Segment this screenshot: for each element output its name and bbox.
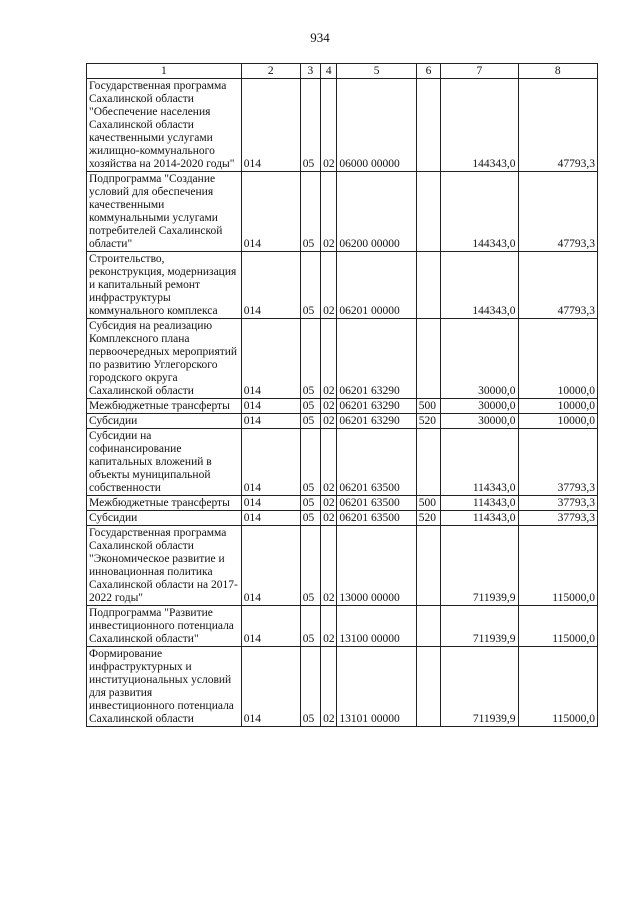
row-expense-type: 520 xyxy=(416,511,440,526)
row-subsection: 02 xyxy=(321,414,337,429)
row-amount-2020: 37793,3 xyxy=(518,511,597,526)
row-amount-2020: 47793,3 xyxy=(518,79,597,172)
row-name: Субсидии xyxy=(87,414,242,429)
row-section: 05 xyxy=(300,429,320,496)
row-section: 05 xyxy=(300,606,320,647)
row-subsection: 02 xyxy=(321,526,337,606)
row-amount-2020: 10000,0 xyxy=(518,399,597,414)
row-target-article: 06000 00000 xyxy=(337,79,416,172)
row-expense-type xyxy=(416,606,440,647)
row-subsection: 02 xyxy=(321,647,337,727)
table-row xyxy=(87,647,598,727)
column-header: 2 xyxy=(241,64,300,79)
row-name: Строительство, реконструкция, модернизация и капитальный ремонт инфраструктуры коммунального комплекса xyxy=(87,252,242,319)
row-amount-2020: 10000,0 xyxy=(518,319,597,399)
row-expense-type xyxy=(416,79,440,172)
row-ministry-code: 014 xyxy=(241,319,300,399)
row-target-article: 06201 63290 xyxy=(337,414,416,429)
row-amount-2020: 47793,3 xyxy=(518,252,597,319)
table-row xyxy=(87,526,598,606)
budget-table xyxy=(86,63,598,727)
row-target-article: 06201 63500 xyxy=(337,511,416,526)
table-row xyxy=(87,511,598,526)
row-target-article: 06201 00000 xyxy=(337,252,416,319)
row-amount-2019: 711939,9 xyxy=(441,606,518,647)
row-amount-2020: 37793,3 xyxy=(518,429,597,496)
row-amount-2020: 10000,0 xyxy=(518,414,597,429)
row-name: Межбюджетные трансферты xyxy=(87,399,242,414)
row-subsection: 02 xyxy=(321,252,337,319)
row-amount-2020: 37793,3 xyxy=(518,496,597,511)
row-subsection: 02 xyxy=(321,496,337,511)
row-section: 05 xyxy=(300,414,320,429)
row-amount-2019: 144343,0 xyxy=(441,172,518,252)
row-amount-2019: 711939,9 xyxy=(441,526,518,606)
row-amount-2020: 115000,0 xyxy=(518,526,597,606)
row-target-article: 13000 00000 xyxy=(337,526,416,606)
row-section: 05 xyxy=(300,79,320,172)
row-amount-2019: 30000,0 xyxy=(441,319,518,399)
row-amount-2019: 114343,0 xyxy=(441,496,518,511)
row-expense-type: 500 xyxy=(416,399,440,414)
row-ministry-code: 014 xyxy=(241,172,300,252)
row-section: 05 xyxy=(300,496,320,511)
row-target-article: 06201 63500 xyxy=(337,429,416,496)
row-expense-type: 520 xyxy=(416,414,440,429)
row-section: 05 xyxy=(300,252,320,319)
row-expense-type xyxy=(416,172,440,252)
row-ministry-code: 014 xyxy=(241,414,300,429)
row-ministry-code: 014 xyxy=(241,252,300,319)
row-name: Субсидия на реализацию Комплексного плана первоочередных мероприятий по развитию Углегорского городского округа Сахалинской области xyxy=(87,319,242,399)
table-row xyxy=(87,606,598,647)
row-subsection: 02 xyxy=(321,319,337,399)
row-amount-2019: 114343,0 xyxy=(441,429,518,496)
column-header: 4 xyxy=(321,64,337,79)
row-amount-2020: 115000,0 xyxy=(518,606,597,647)
table-row xyxy=(87,414,598,429)
row-section: 05 xyxy=(300,526,320,606)
row-name: Формирование инфраструктурных и институциональных условий для развития инвестиционного потенциала Сахалинской области xyxy=(87,647,242,727)
row-amount-2019: 30000,0 xyxy=(441,399,518,414)
row-name: Подпрограмма "Создание условий для обеспечения качественными коммунальными услугами потребителей Сахалинской области" xyxy=(87,172,242,252)
row-subsection: 02 xyxy=(321,79,337,172)
row-amount-2019: 30000,0 xyxy=(441,414,518,429)
row-subsection: 02 xyxy=(321,511,337,526)
row-name: Субсидии xyxy=(87,511,242,526)
row-subsection: 02 xyxy=(321,172,337,252)
row-section: 05 xyxy=(300,399,320,414)
row-name: Государственная программа Сахалинской области "Экономическое развитие и инновационная политика Сахалинской области на 2017-2022 годы" xyxy=(87,526,242,606)
row-expense-type xyxy=(416,429,440,496)
row-section: 05 xyxy=(300,172,320,252)
column-header: 3 xyxy=(300,64,320,79)
header-row xyxy=(87,64,598,79)
row-section: 05 xyxy=(300,647,320,727)
row-ministry-code: 014 xyxy=(241,399,300,414)
row-ministry-code: 014 xyxy=(241,647,300,727)
row-ministry-code: 014 xyxy=(241,511,300,526)
table-row xyxy=(87,399,598,414)
page-number: 934 xyxy=(310,30,330,45)
table-row xyxy=(87,252,598,319)
column-header: 1 xyxy=(87,64,242,79)
row-subsection: 02 xyxy=(321,606,337,647)
row-ministry-code: 014 xyxy=(241,526,300,606)
row-target-article: 06201 63290 xyxy=(337,399,416,414)
row-amount-2020: 47793,3 xyxy=(518,172,597,252)
row-amount-2019: 711939,9 xyxy=(441,647,518,727)
column-header: 8 xyxy=(518,64,597,79)
column-header: 7 xyxy=(441,64,518,79)
row-name: Субсидии на софинансирование капитальных вложений в объекты муниципальной собственности xyxy=(87,429,242,496)
row-section: 05 xyxy=(300,511,320,526)
column-header: 6 xyxy=(416,64,440,79)
row-expense-type xyxy=(416,319,440,399)
table-row xyxy=(87,172,598,252)
column-header: 5 xyxy=(337,64,416,79)
row-subsection: 02 xyxy=(321,429,337,496)
table-row xyxy=(87,319,598,399)
row-expense-type xyxy=(416,526,440,606)
row-target-article: 13100 00000 xyxy=(337,606,416,647)
row-expense-type xyxy=(416,252,440,319)
row-name: Подпрограмма "Развитие инвестиционного потенциала Сахалинской области" xyxy=(87,606,242,647)
row-subsection: 02 xyxy=(321,399,337,414)
row-name: Межбюджетные трансферты xyxy=(87,496,242,511)
row-amount-2019: 144343,0 xyxy=(441,252,518,319)
row-amount-2020: 115000,0 xyxy=(518,647,597,727)
row-section: 05 xyxy=(300,319,320,399)
row-target-article: 13101 00000 xyxy=(337,647,416,727)
table-row xyxy=(87,429,598,496)
row-name: Государственная программа Сахалинской области "Обеспечение населения Сахалинской области качественными услугами жилищно-коммунального хозяйства на 2014-2020 годы" xyxy=(87,79,242,172)
row-ministry-code: 014 xyxy=(241,429,300,496)
row-target-article: 06201 63290 xyxy=(337,319,416,399)
row-ministry-code: 014 xyxy=(241,79,300,172)
row-expense-type: 500 xyxy=(416,496,440,511)
table-row xyxy=(87,496,598,511)
row-ministry-code: 014 xyxy=(241,496,300,511)
row-amount-2019: 114343,0 xyxy=(441,511,518,526)
table-row xyxy=(87,79,598,172)
row-amount-2019: 144343,0 xyxy=(441,79,518,172)
row-expense-type xyxy=(416,647,440,727)
row-ministry-code: 014 xyxy=(241,606,300,647)
row-target-article: 06200 00000 xyxy=(337,172,416,252)
row-target-article: 06201 63500 xyxy=(337,496,416,511)
